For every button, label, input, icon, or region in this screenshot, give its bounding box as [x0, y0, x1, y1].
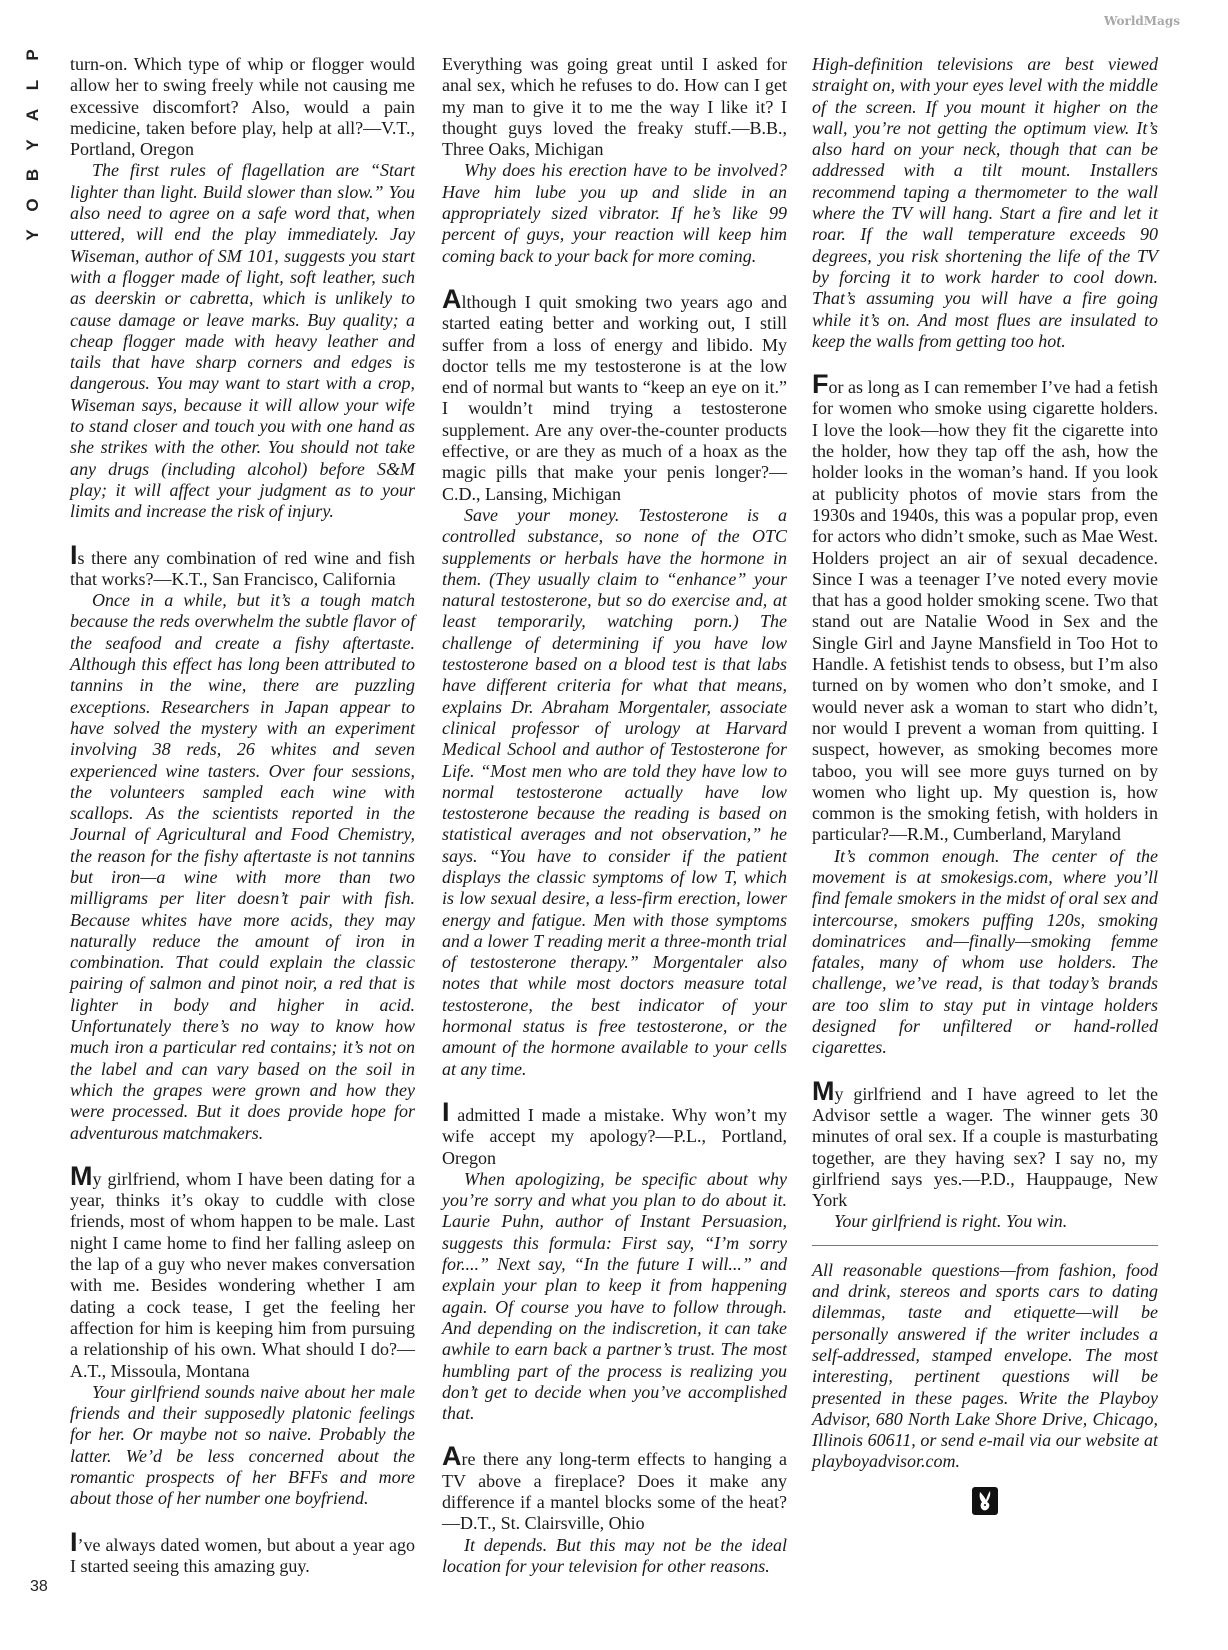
advisor-footer-note: All reasonable questions—from fashion, food and drink, stereos and sports cars to dating dilemmas, taste and etiquette—will be personally answered if the writer includes a self-addressed, stamped envelope. The most interesting, pertinent questions will be presented in these pages. Write the Playboy Advisor, 680 North Lake Shore Drive, Chicago, Illinois 60611, or send e-mail via our website at playboyadvisor.com. — [812, 1259, 1158, 1472]
qa-block — [812, 54, 1158, 352]
column-left — [70, 54, 415, 1599]
answer-text: The first rules of flagellation are “Start lighter than light. Build slower than slow.” You also need to agree on a safe word that, when uttered, will end the play immediately. Jay Wiseman, author of SM 101, suggests you start with a flogger made of light, soft leather, such as deerskin or cabretta, which is unlikely to cause damage or leave marks. Buy quality; a cheap flogger made with heavy leather and tails that have sharp corners and edges is dangerous. You may want to start with a crop, Wiseman says, because it will allow your wife to stand closer and touch you with one hand as she strikes with the other. You should not take any drugs (including alcohol) before S&M play; it will affect your judgment as to your limits and increase the risk of injury. — [70, 160, 415, 522]
divider — [812, 1245, 1158, 1246]
qa-block — [70, 1526, 415, 1578]
drop-cap: F — [812, 369, 829, 400]
qa-block — [442, 1096, 787, 1424]
answer-text: Your girlfriend sounds naive about her male friends and their supposedly platonic feelings for her. Or maybe not so naive. Probably the latter. We’d be less concerned about the romantic prospects of her BFFs and more about those of her number one boyfriend. — [70, 1381, 415, 1509]
qa-block — [70, 1160, 415, 1510]
question-text: turn-on. Which type of whip or flogger would allow her to swing freely while not causing me excessive discomfort? Also, would a pain medicine, taken before play, help at all?—V.T., Portland, Oregon — [70, 54, 415, 160]
drop-cap: A — [442, 1441, 462, 1472]
watermark-top: WorldMags — [1104, 14, 1180, 28]
question-text: I’ve always dated women, but about a year ago I started seeing this amazing guy. — [70, 1526, 415, 1576]
answer-text: Your girlfriend is right. You win. — [834, 1211, 1068, 1232]
question-text: Everything was going great until I asked for anal sex, which he refuses to do. How can I get my man to give it to me the way I like it? I thought guys loved the freaky stuff.—B.B., Three Oaks, Michigan — [442, 54, 787, 160]
drop-cap: I — [70, 539, 78, 570]
drop-cap: M — [70, 1160, 93, 1191]
question-text: My girlfriend, whom I have been dating for a year, thinks it’s okay to cuddle with close friends, most of whom happen to be male. Last night I came home to find her falling asleep on the lap of a guy who never makes conversation with me. Besides wondering whether I am dating a cock tease, I get the feeling her affection for him is keeping him from pursuing a relationship of his own. What should I do?—A.T., Missoula, Montana — [70, 1160, 415, 1381]
answer-text: Once in a while, but it’s a tough match because the reds overwhelm the subtle flavor of the seafood and create a fishy aftertaste. Although this effect has long been attributed to tannins in the wine, there are puzzling exceptions. Researchers in Japan appear to have solved the mystery with an experiment involving 38 reds, 26 whites and seven experienced wine tasters. Over four sessions, the volunteers sampled each wine with scallops. As the scientists reported in the Journal of Agricultural and Food Chemistry, the reason for the fishy aftertaste is not tannins but iron—a wine with more than two milligrams per liter doesn’t pair with fish. Because whites have more acids, they may naturally reduce the amount of iron in combination. That could explain the classic pairing of salmon and pinot noir, a red that is lighter in body and higher in acid. Unfortunately there’s no way to know how much iron a particular red contains; it’s not on the label and can vary based on the soil in which the grapes were grown and how they were processed. But it does provide hope for adventurous matchmakers. — [70, 590, 415, 1143]
question-text: For as long as I can remember I’ve had a fetish for women who smoke using cigarette holders. I love the look—how they fit the cigarette into the holder, how they tap off the ash, how the holder looks in the woman’s hand. If you look at publicity photos of movie stars from the 1930s and 1940s, this was a popular prop, even for actors who didn’t smoke, such as Mae West. Holders project an air of sexual decadence. Since I was a teenager I’ve noted every movie that has a good holder smoking scene. Two that stand out are Natalie Wood in Sex and the Single Girl and Jayne Mansfield in Too Hot to Handle. A fetishist tends to obsess, but I’m also turned on by women who don’t smoke, and I would never ask a woman to start who didn’t, nor would I prevent a woman from quitting. I suspect, however, as smoking becomes more taboo, you will see more guys turned on by women who light up. My question is, how common is the smoking fetish, with holders in particular?—R.M., Cumberland, Maryland — [812, 369, 1158, 845]
qa-block — [442, 283, 787, 1080]
answer-text: High-definition televisions are best viewed straight on, with your eyes level with the middle of the screen. If you mount it higher on the wall, you’re not getting the optimum view. It’s also hard on your neck, though that can be addressed with a tilt mount. Installers recommend taping a thermometer to the wall where the TV will hang. Start a fire and let it roar. If the wall temperature exceeds 90 degrees, you risk shortening the life of the TV by forcing it to work harder to cool down. That’s assuming you will have a fire going while it’s on. And most flues are insulated to keep the walls from getting too hot. — [812, 54, 1158, 351]
drop-cap: A — [442, 283, 462, 314]
question-text: My girlfriend and I have agreed to let the Advisor settle a wager. The winner gets 30 minutes of oral sex. If a couple is masturbating together, are they having sex? I say no, my girlfriend says yes.—P.D., Hauppauge, New York — [812, 1075, 1158, 1211]
qa-block — [442, 54, 787, 267]
answer-text: Why does his erection have to be involved? Have him lube you up and slide in an appropriately sized vibrator. If he’s like 99 percent of guys, your reaction will keep him coming back to your back for more coming. — [442, 160, 787, 266]
drop-cap: I — [70, 1526, 78, 1557]
qa-block — [812, 369, 1158, 1059]
question-text: Although I quit smoking two years ago and started eating better and working out, I still suffer from a loss of energy and libido. My doctor tells me my testosterone is at the low end of normal but wants to “keep an eye on it.” I wouldn’t mind trying a testosterone supplement. Are any over-the-counter products effective, or are they as much of a hoax as the magic pills that make your penis longer?—C.D., Lansing, Michigan — [442, 283, 787, 504]
answer-text: When apologizing, be specific about why you’re sorry and what you plan to do about it. Laurie Puhn, author of Instant Persuasion, suggests this formula: First say, “I’m sorry for....” Next say, “In the future I will...” and explain your plan to keep it from happening again. Of course you have to follow through. And depending on the indiscretion, it can take awhile to earn back a partner’s trust. The most humbling part of the process is realizing you don’t get to decide when you’ve accomplished that. — [442, 1168, 787, 1424]
drop-cap: I — [442, 1096, 450, 1127]
qa-block — [70, 539, 415, 1144]
answer-text: It’s common enough. The center of the movement is at smokesigs.com, where you’ll find female smokers in the midst of oral sex and intercourse, smokers puffing 120s, smoking dominatrices and—finally—smoking femme fatales, many of whom use holders. The challenge, we’ve read, is that today’s brands are too slim to stay put in vintage holders designed for unfiltered or hand-rolled cigarettes. — [812, 845, 1158, 1058]
question-text: Are there any long-term effects to hanging a TV above a fireplace? Does it make any difference if a mantel blocks some of the heat?—D.T., St. Clairsville, Ohio — [442, 1441, 787, 1534]
magazine-side-label: P L A Y B O Y — [23, 49, 42, 241]
answer-text: Save your money. Testosterone is a controlled substance, so none of the OTC supplements or herbals have the hormone in them. (They usually claim to “enhance” your natural testosterone, but so do exercise and, at least temporarily, watching porn.) The challenge of determining if you have low testosterone based on a blood test is that labs have different criteria for what that means, explains Dr. Abraham Morgentaler, associate clinical professor of urology at Harvard Medical School and author of Testosterone for Life. “Most men who are told they have low to normal testosterone actually have low testosterone because the reading is based on statistical averages and not observation,” he says. “You have to consider if the patient displays the classic symptoms of low T, which is low sexual desire, a less-firm erection, lower energy and fatigue. Men with those symptoms and a lower T reading merit a three-month trial of testosterone therapy.” Morgentaler also notes that while most doctors measure total testosterone, the best indicator of your hormonal status is free testosterone, or the amount of the hormone available to your cells at any time. — [442, 504, 787, 1079]
column-middle — [442, 54, 787, 1599]
rabbit-head-logo-icon — [972, 1487, 998, 1515]
drop-cap: M — [812, 1075, 835, 1106]
page-number: 38 — [30, 1578, 48, 1595]
qa-block — [70, 54, 415, 523]
question-text: Is there any combination of red wine and fish that works?—K.T., San Francisco, California — [70, 539, 415, 589]
qa-block — [812, 1075, 1158, 1233]
column-right — [812, 54, 1158, 1515]
question-text: I admitted I made a mistake. Why won’t my wife accept my apology?—P.L., Portland, Oregon — [442, 1096, 787, 1168]
qa-block — [442, 1441, 787, 1577]
answer-text: It depends. But this may not be the ideal location for your television for other reasons. — [442, 1534, 787, 1576]
